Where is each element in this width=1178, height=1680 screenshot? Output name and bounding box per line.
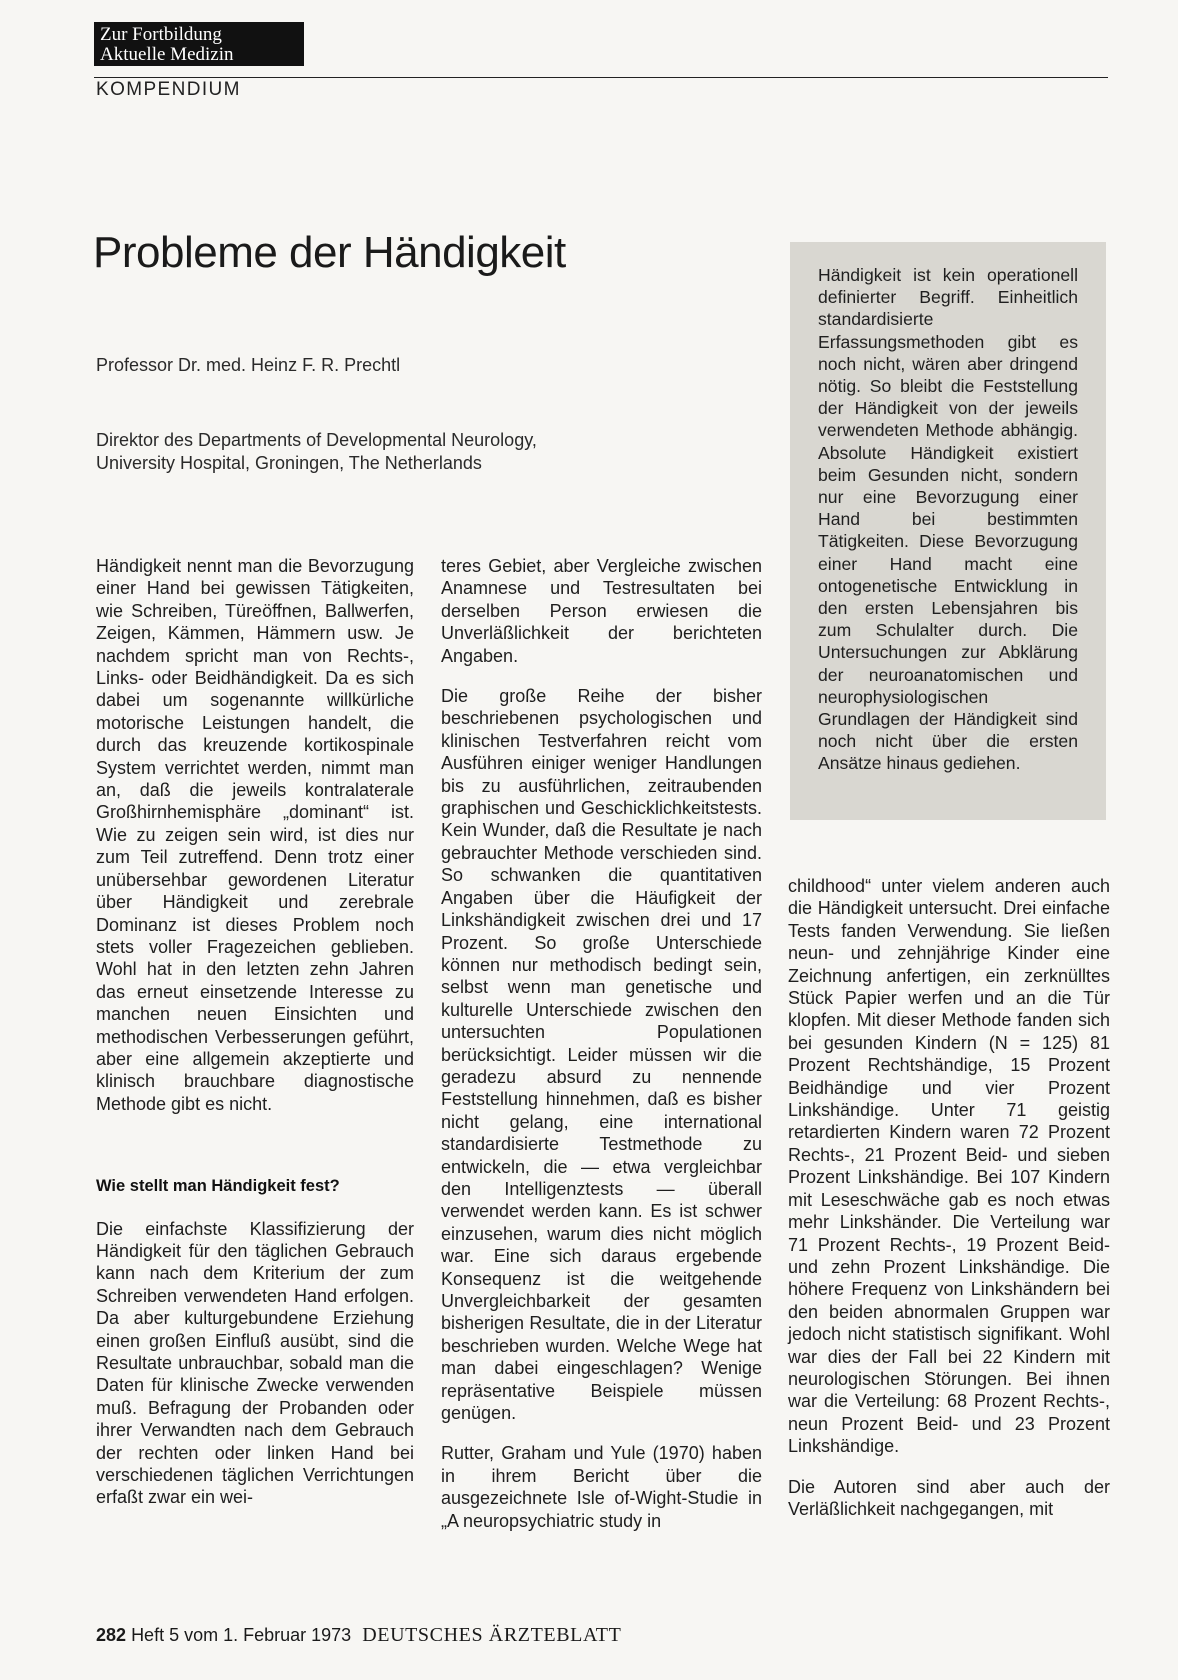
- journal-name: DEUTSCHES ÄRZTEBLATT: [362, 1624, 622, 1646]
- header-divider: [94, 77, 1108, 78]
- paragraph: Händigkeit nennt man die Bevorzugung einer Hand bei gewissen Tätigkeiten, wie Schreiben, Türeöffnen, Ballwerfen, Zeigen, Kämmen, Hämmern usw. Je nachdem spricht man von Rechts-, Links- oder Beidhändigkeit. Da es sich dabei um sogenannte willkürliche motorische Leistungen handelt, die durch das kreuzende kortikospinale System verrichtet werden, nimmt man an, daß die jeweils kontralaterale Großhirnhemisphäre „dominant“ ist. Wie zu zeigen sein wird, ist dies nur zum Teil zutreffend. Denn trotz einer unübersehbar gewordenen Literatur über Händigkeit und zerebrale Dominanz ist dieses Problem noch stets voller Fragezeichen geblieben. Wohl hat in den letzten zehn Jahren das erneut einsetzende Interesse zu manchen neuen Einsichten und methodischen Verbesserungen geführt, aber eine allgemein akzeptierte und klinisch brauchbare diagnostische Methode gibt es nicht.: [96, 556, 414, 1114]
- rubric-line-1: Zur Fortbildung: [100, 24, 222, 45]
- author-affiliation: [96, 429, 537, 475]
- paragraph: Die große Reihe der bisher beschriebenen psychologischen und klinischen Testverfahren reicht vom Ausführen einiger weniger Handlungen bis zu ausführlichen, zeitraubenden graphischen und Geschicklichkeitstests. Kein Wunder, daß die Resultate je nach gebrauchter Methode verschieden sind. So schwanken die quantitativen Angaben über die Häufigkeit der Linkshändigkeit zwischen drei und 17 Prozent. So große Unterschiede können nur methodisch bedingt sein, selbst wenn man genetische und kulturelle Unterschiede zwischen den untersuchten Populationen berücksichtigt. Leider müssen wir die geradezu absurd zu nennende Feststellung hinnehmen, daß es bisher nicht gelang, eine international standardisierte Testmethode zu entwickeln, die — etwa vergleichbar den Intelligenztests — überall verwendet werden kann. Es ist schwer einzusehen, warum dies nicht möglich war. Eine sich daraus ergebende Konsequenz ist die weitgehende Unvergleichbarkeit der gesamten bisherigen Resultate, die in der Literatur beschrieben wurden. Welche Wege hat man dabei eingeschlagen? Wenige repräsentative Beispiele müssen genügen.: [441, 686, 762, 1424]
- author-line: Professor Dr. med. Heinz F. R. Prechtl: [96, 355, 401, 375]
- text-column-2: [441, 555, 762, 1532]
- summary-text: Händigkeit ist kein operationell definierter Begriff. Einheitlich standardisierte Erfassungsmethoden gibt es noch nicht, wären aber dringend nötig. So bleibt die Feststellung der Händigkeit von der jeweils verwendeten Methode abhängig. Absolute Händigkeit existiert beim Gesunden nicht, sondern nur eine Bevorzugung einer Hand bei bestimmten Tätigkeiten. Diese Bevorzugung einer Hand macht eine ontogenetische Entwicklung in den ersten Lebensjahren bis zum Schulalter durch. Die Untersuchungen zur Abklärung der neuroanatomischen und neurophysiologischen Grundlagen der Händigkeit sind noch nicht über die ersten Ansätze hinaus gediehen.: [818, 265, 1078, 774]
- text-column-1: [96, 555, 414, 1509]
- paragraph: childhood“ unter vielem anderen auch die Händigkeit untersucht. Drei einfache Tests fanden Verwendung. Sie ließen neun- und zehnjährige Kinder eine Zeichnung anfertigen, ein zerknülltes Stück Papier werfen und an die Tür klopfen. Mit dieser Methode fanden sich bei gesunden Kindern (N = 125) 81 Prozent Rechtshändige, 15 Prozent Beidhändige und vier Prozent Linkshändige. Unter 71 geistig retardierten Kindern waren 72 Prozent Rechts-, 21 Prozent Beid- und sieben Prozent Linkshändige. Bei 107 Kindern mit Leseschwäche gab es noch etwas mehr Linkshänder. Die Verteilung war 71 Prozent Rechts-, 19 Prozent Beid- und zehn Prozent Linkshändige. Die höhere Frequenz von Linkshändern bei den beiden abnormalen Gruppen war jedoch nicht statistisch signifikant. Wohl war dies der Fall bei 22 Kindern mit neurologischen Störungen. Bei ihnen war die Verteilung: 68 Prozent Rechts-, neun Prozent Beid- und 23 Prozent Linkshändige.: [788, 876, 1110, 1457]
- issue-info: Heft 5 vom 1. Februar 1973: [131, 1625, 352, 1645]
- section-label: KOMPENDIUM: [96, 79, 241, 100]
- rubric-line-2: Aktuelle Medizin: [100, 44, 234, 65]
- page-number: 282: [96, 1625, 127, 1645]
- paragraph: teres Gebiet, aber Vergleiche zwischen Anamnese und Testresultaten bei derselben Person erwiesen die Unverläßlichkeit der berichteten Angaben.: [441, 556, 762, 666]
- summary-box: [790, 242, 1106, 820]
- affiliation-line-2: University Hospital, Groningen, The Netherlands: [96, 453, 482, 473]
- affiliation-line-1: Direktor des Departments of Developmental Neurology,: [96, 430, 537, 450]
- paragraph: Die einfachste Klassifizierung der Händigkeit für den täglichen Gebrauch kann nach dem Kriterium der zum Schreiben verwendeten Hand erfolgen. Da aber kulturgebundene Erziehung einen großen Einfluß ausübt, sind die Resultate unbrauchbar, sobald man die Daten für klinische Zwecke verwenden muß. Befragung der Probanden oder ihrer Verwandten nach dem Gebrauch der rechten oder linken Hand bei verschiedenen täglichen Verrichtungen erfaßt zwar ein wei-: [96, 1218, 414, 1508]
- text-column-3: [788, 875, 1110, 1520]
- article-title: Probleme der Händigkeit: [93, 228, 566, 277]
- rubric-label: [94, 22, 304, 66]
- paragraph: Die Autoren sind aber auch der Verläßlichkeit nachgegangen, mit: [788, 1476, 1110, 1519]
- page-footer: [96, 1624, 621, 1647]
- paragraph: Rutter, Graham und Yule (1970) haben in ihrem Bericht über die ausgezeichnete Isle of-Wight-Studie in „A neuropsychiatric study in: [441, 1443, 762, 1531]
- subheading: Wie stellt man Händigkeit fest?: [96, 1177, 340, 1196]
